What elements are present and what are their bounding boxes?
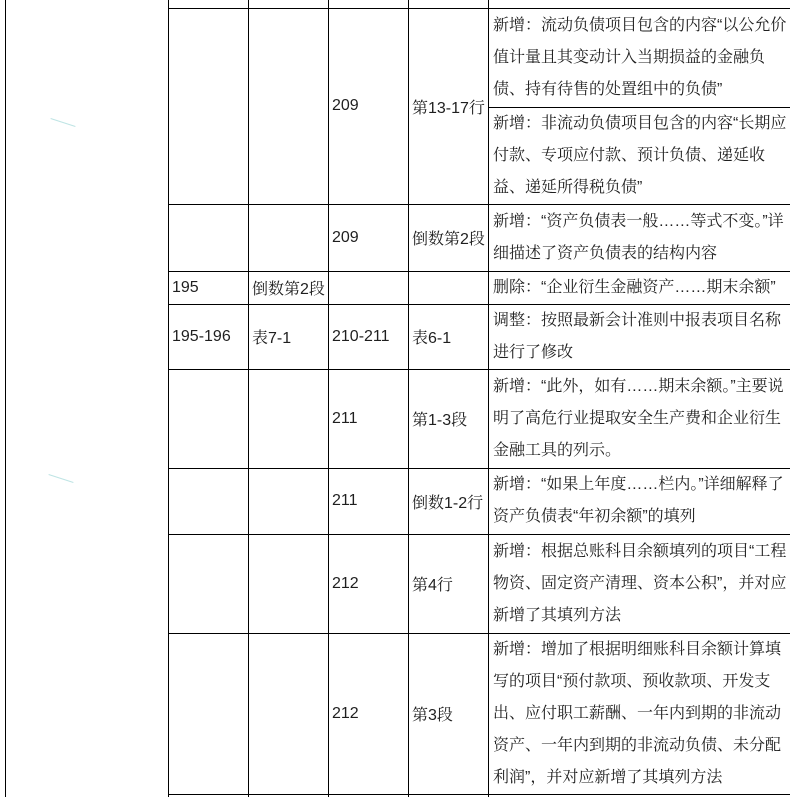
cell-change-text: 新增：非流动负债项目包含的内容“长期应付款、专项应付款、预计负债、递延收益、递延所得税负债” xyxy=(489,107,790,204)
cell-change-text: 新增：根据总账科目余额填列的项目“工程物资、固定资产清理、资本公积”，并对应新增了其填列方法 xyxy=(489,534,790,633)
cell-old-location xyxy=(249,369,329,468)
cell-new-page: 212 xyxy=(329,534,409,633)
empty-cell xyxy=(489,0,790,8)
cell-new-page: 211 xyxy=(329,369,409,468)
cell-new-location: 倒数第2段 xyxy=(409,204,489,271)
cell-new-location: 第4行 xyxy=(409,534,489,633)
cell-change-text: 删除：“企业衍生金融资产……期末余额” xyxy=(489,271,790,304)
partial-top-row xyxy=(6,0,790,8)
empty-cell xyxy=(409,0,489,8)
cell-new-page: 209 xyxy=(329,8,409,204)
cell-new-location: 第13-17行 xyxy=(409,8,489,204)
cell-new-page: 209 xyxy=(329,204,409,271)
cell-old-location xyxy=(249,204,329,271)
cell-old-page: 195-196 xyxy=(169,304,249,369)
cell-old-location xyxy=(249,468,329,534)
textbook-changes-table xyxy=(5,0,790,797)
cell-change-text: 新增：“此外，如有……期末余额。”主要说明了高危行业提取安全生产费和企业衍生金融工具的列示。 xyxy=(489,369,790,468)
cell-old-location: 倒数第2段 xyxy=(249,271,329,304)
cell-change-text: 新增：“如果上年度……栏内。”详细解释了资产负债表“年初余额”的填列 xyxy=(489,468,790,534)
cell-new-location: 倒数1-2行 xyxy=(409,468,489,534)
cell-new-location xyxy=(409,271,489,304)
cell-old-page xyxy=(169,369,249,468)
cell-old-page xyxy=(169,633,249,794)
cell-change-text: 新增：“资产负债表一般……等式不变。”详细描述了资产负债表的结构内容 xyxy=(489,204,790,271)
cell-new-location: 第3段 xyxy=(409,633,489,794)
empty-cell xyxy=(169,0,249,8)
cell-old-page xyxy=(169,8,249,204)
cell-new-location: 表6-1 xyxy=(409,304,489,369)
cell-old-page: 195 xyxy=(169,271,249,304)
empty-cell xyxy=(329,0,409,8)
cell-old-location xyxy=(249,633,329,794)
cell-old-location xyxy=(249,534,329,633)
cell-new-page xyxy=(329,271,409,304)
cell-old-page xyxy=(169,468,249,534)
chapter-cell xyxy=(6,0,169,797)
cell-new-page: 210-211 xyxy=(329,304,409,369)
empty-cell xyxy=(249,0,329,8)
cell-new-page: 212 xyxy=(329,633,409,794)
cell-old-location: 表7-1 xyxy=(249,304,329,369)
cell-old-location xyxy=(249,8,329,204)
cell-new-location: 第1-3段 xyxy=(409,369,489,468)
cell-new-page: 211 xyxy=(329,468,409,534)
cell-change-text: 调整：按照最新会计准则中报表项目名称进行了修改 xyxy=(489,304,790,369)
cell-change-text: 新增：增加了根据明细账科目余额计算填写的项目“预付款项、预收款项、开发支出、应付职工薪酬、一年内到期的非流动资产、一年内到期的非流动负债、未分配利润”，并对应新增了其填列方法 xyxy=(489,633,790,794)
cell-change-text: 新增：流动负债项目包含的内容“以公允价值计量且其变动计入当期损益的金融负债、持有待售的处置组中的负债” xyxy=(489,8,790,107)
cell-old-page xyxy=(169,204,249,271)
cell-old-page xyxy=(169,534,249,633)
